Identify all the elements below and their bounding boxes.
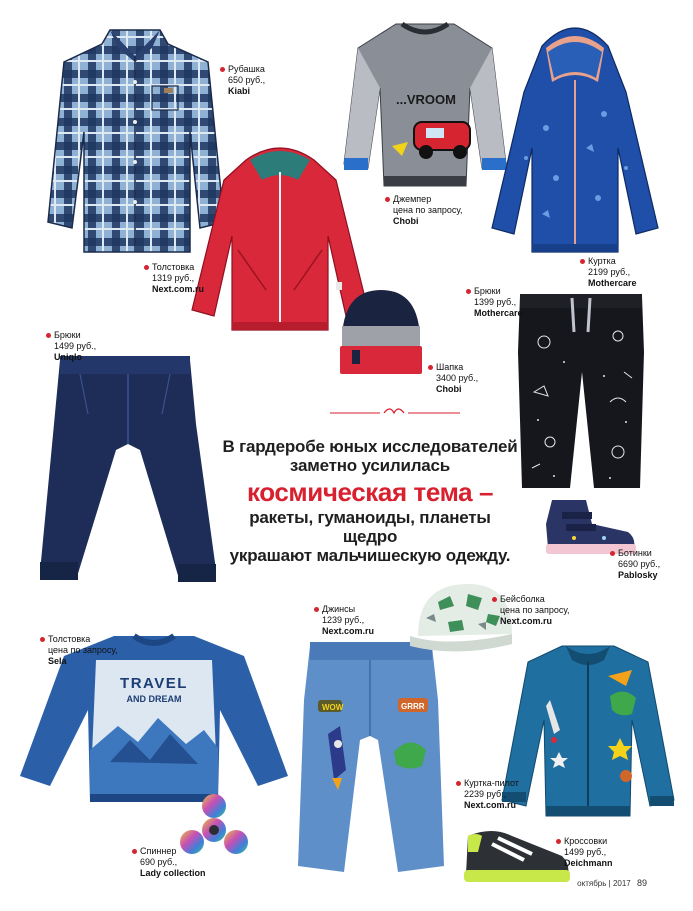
caption-jacket: Куртка 2199 руб., Mothercare [588, 256, 637, 289]
bullet-dot [314, 607, 319, 612]
caption-shirt: Рубашка 650 руб., Kiabi [228, 64, 265, 97]
headline-line4: украшают мальчишескую одежду. [229, 546, 511, 565]
jeans-patch2-text: GRRR [401, 702, 425, 711]
caption-sweatshirt: Толстовка цена по запросу, Sela [48, 634, 118, 667]
caption-bomber: Куртка-пилот 2239 руб., Next.com.ru [464, 778, 519, 811]
beanie-hat-image [338, 286, 424, 378]
caption-pants-uniqlo: Брюки 1499 руб., Uniqlo [54, 330, 96, 363]
bullet-dot [385, 197, 390, 202]
headline-line1: В гардеробе юных исследователей [222, 437, 518, 456]
caption-sneakers: Кроссовки 1499 руб., Deichmann [564, 836, 613, 869]
page-footer [577, 878, 647, 888]
bullet-dot [610, 551, 615, 556]
sweatshirt-print-line1: TRAVEL [120, 675, 188, 692]
blue-jacket-image [486, 18, 664, 258]
caption-boots: Ботинки 6690 руб., Pablosky [618, 548, 660, 581]
caption-spinner: Спиннер 690 руб., Lady collection [140, 846, 206, 879]
bullet-dot [132, 849, 137, 854]
bomber-jacket-image [500, 640, 676, 822]
footer-year: 2017 [612, 879, 631, 888]
bullet-dot [456, 781, 461, 786]
headline-block [222, 437, 518, 565]
sneakers-image [462, 822, 572, 892]
ribbon-divider [330, 405, 460, 419]
bullet-dot [40, 637, 45, 642]
caption-hat: Шапка 3400 руб., Chobi [436, 362, 478, 395]
black-pants-image [514, 292, 648, 492]
sweater-print-text: ...VROOM [396, 92, 456, 107]
bullet-dot [466, 289, 471, 294]
bullet-dot [144, 265, 149, 270]
jeans-patch1-text: WOW [322, 703, 344, 712]
headline-line3: ракеты, гуманоиды, планеты щедро [249, 508, 491, 546]
bullet-dot [220, 67, 225, 72]
sweatshirt-print-line2: AND DREAM [126, 694, 182, 704]
footer-sep: | [608, 879, 613, 888]
footer-month: октябрь [577, 879, 607, 888]
caption-sweater: Джемпер цена по запросу, Chobi [393, 194, 463, 227]
bullet-dot [46, 333, 51, 338]
caption-cap: Бейсболка цена по запросу, Next.com.ru [500, 594, 570, 627]
light-jeans-image [298, 640, 444, 876]
caption-hoodie: Толстовка 1319 руб., Next.com.ru [152, 262, 204, 295]
headline-line2: заметно усилилась [289, 456, 451, 475]
bullet-dot [492, 597, 497, 602]
headline-accent: космическая тема – [246, 477, 494, 507]
caption-pants-mothercare: Брюки 1399 руб., Mothercare [474, 286, 523, 319]
bullet-dot [580, 259, 585, 264]
bullet-dot [556, 839, 561, 844]
bullet-dot [428, 365, 433, 370]
caption-jeans: Джинсы 1239 руб., Next.com.ru [322, 604, 374, 637]
page-number: 89 [636, 878, 647, 888]
dark-jeans-image [40, 354, 216, 588]
